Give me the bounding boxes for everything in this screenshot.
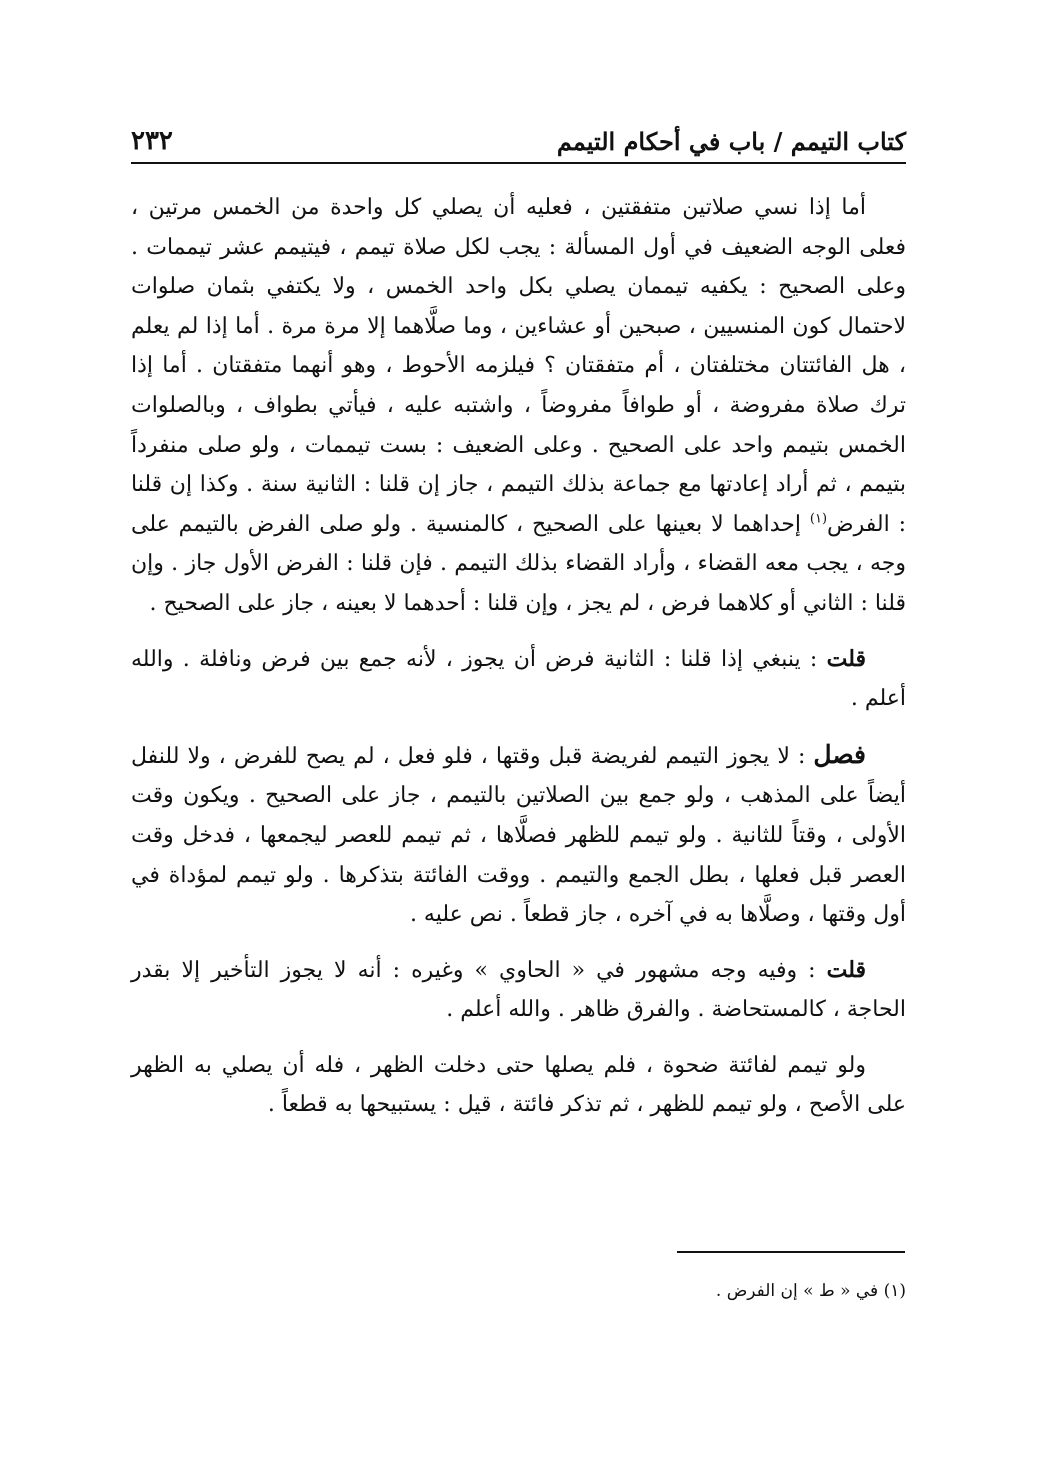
paragraph-spacer: [131, 935, 906, 951]
paragraph-4: [131, 951, 906, 1030]
paragraph-4-text: : وفيه وجه مشهور في « الحاوي » وغيره : أنه لا يجوز التأخير إلا بقدر الحاجة ، كالمستحاضة . والفرق ظاهر . والله أعلم .: [131, 957, 906, 1023]
footnote-divider: [677, 1251, 905, 1253]
paragraph-3: [131, 735, 906, 935]
fasl-lead: فصل: [813, 739, 866, 769]
paragraph-1-text: أما إذا نسي صلاتين متفقتين ، فعليه أن يصلي كل واحدة من الخمس مرتين ، فعلى الوجه الضعيف في أول المسألة : يجب لكل صلاة تيمم ، فيتيمم عشر تيممات . وعلى الصحيح : يكفيه تيممان يصلي بكل واحد الخمس ، ولا يكتفي بثمان صلوات لاحتمال كون المنسيين ، صبحين أو عشاءين ، وما صلَّاهما إلا مرة مرة . أما إذا لم يعلم ، هل الفائتتان مختلفتان ، أم متفقتان ؟ فيلزمه الأحوط ، وهو أنهما متفقتان . أما إذا ترك صلاة مفروضة ، أو طوافاً مفروضاً ، واشتبه عليه ، فيأتي بطواف ، وبالصلوات الخمس بتيمم واحد على الصحيح . وعلى الضعيف : بست تيممات ، ولو صلى منفرداً بتيمم ، ثم أراد إعادتها مع جماعة بذلك التيمم ، جاز إن قلنا : الثانية سنة . وكذا إن قلنا : الفرض: [131, 195, 907, 537]
paragraph-spacer: [131, 624, 906, 640]
page-number: ٢٣٢: [131, 126, 173, 156]
paragraph-5-text: ولو تيمم لفائتة ضحوة ، فلم يصلها حتى دخلت الظهر ، فله أن يصلي به الظهر على الأصح ، ولو تيمم للظهر ، ثم تذكر فائتة ، قيل : يستبيحها به قطعاً .: [131, 1052, 906, 1118]
paragraph-spacer: [131, 1030, 906, 1046]
body-text: [131, 188, 906, 1125]
running-title: كتاب التيمم / باب في أحكام التيمم: [556, 127, 906, 156]
paragraph-spacer: [131, 719, 906, 735]
running-header: [131, 120, 906, 164]
paragraph-2-text: : ينبغي إذا قلنا : الثانية فرض أن يجوز ، لأنه جمع بين فرض ونافلة . والله أعلم .: [131, 646, 906, 712]
paragraph-3-text: : لا يجوز التيمم لفريضة قبل وقتها ، فلو فعل ، لم يصح للفرض ، ولا للنفل أيضاً على المذهب ، ولو جمع بين الصلاتين بالتيمم ، جاز على الصحيح . ويكون وقت الأولى ، وقتاً للثانية . ولو تيمم للظهر فصلَّاها ، ثم تيمم للعصر ليجمعها ، فدخل وقت العصر قبل فعلها ، بطل الجمع والتيمم . ووقت الفائتة بتذكرها . ولو تيمم لمؤداة في أول وقتها ، وصلَّاها به في آخره ، جاز قطعاً . نص عليه .: [131, 743, 906, 928]
qultu-lead: قلت: [826, 956, 866, 983]
qultu-lead: قلت: [826, 645, 866, 672]
footnote-reference: (١): [809, 511, 828, 527]
paragraph-2: [131, 640, 906, 719]
paragraph-1: [131, 188, 906, 624]
footnote-1: (١) في « ط » إن الفرض .: [715, 1281, 906, 1301]
paragraph-5: [131, 1046, 906, 1125]
paragraph-1-continuation: إحداهما لا بعينها على الصحيح ، كالمنسية . ولو صلى الفرض بالتيمم على وجه ، يجب معه القضاء ، وأراد القضاء بذلك التيمم . فإن قلنا : الفرض الأول جاز . وإن قلنا : الثاني أو كلاهما فرض ، لم يجز ، وإن قلنا : أحدهما لا بعينه ، جاز على الصحيح .: [131, 511, 906, 616]
